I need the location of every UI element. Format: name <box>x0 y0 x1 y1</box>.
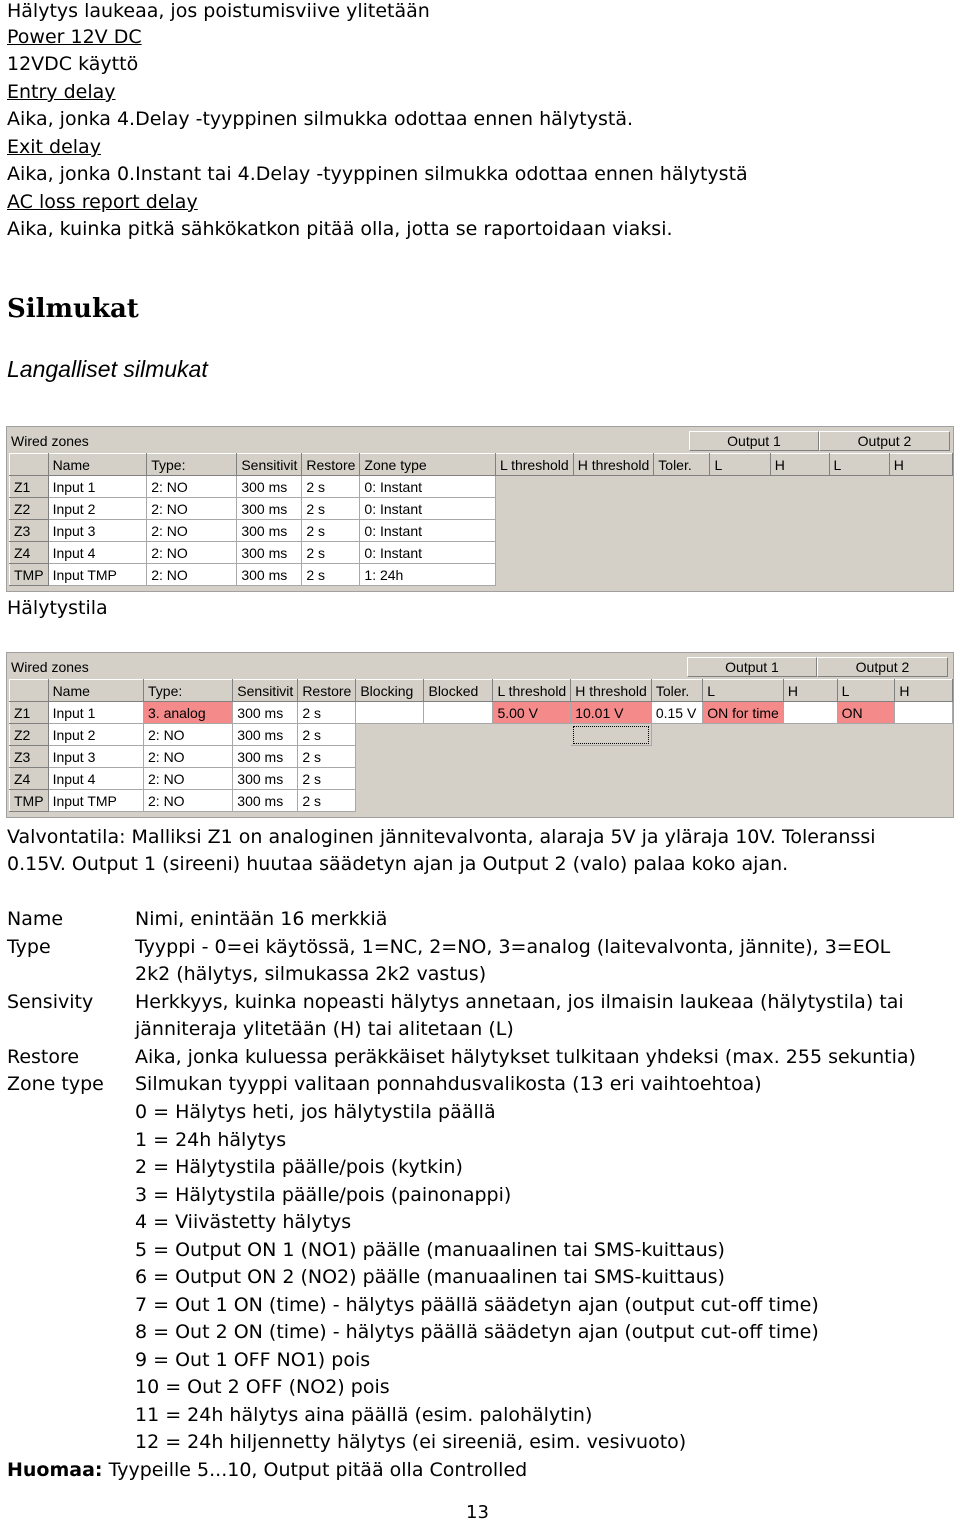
grid-cell[interactable]: Input 1 <box>48 702 143 724</box>
grid-cell[interactable]: Input TMP <box>48 790 143 812</box>
monitoring-line-2: 0.15V. Output 1 (sireeni) huutaa säädetyn ajan ja Output 2 (valo) palaa koko ajan. <box>7 853 789 875</box>
def-desc-type-2: 2k2 (hälytys, silmukassa 2k2 vastus) <box>135 963 487 985</box>
column-header <box>10 454 49 476</box>
row-header: Z3 <box>10 746 49 768</box>
empty-cell <box>654 542 710 564</box>
empty-cell <box>889 476 952 498</box>
grid-cell[interactable]: 0: Instant <box>360 520 496 542</box>
grid-cell[interactable] <box>895 702 953 724</box>
row-header: TMP <box>10 564 49 586</box>
empty-cell <box>829 542 889 564</box>
grid-cell[interactable]: 0: Instant <box>360 542 496 564</box>
window-title: Wired zones <box>11 659 89 675</box>
grid-cell[interactable]: 300 ms <box>233 746 298 768</box>
row-header: Z2 <box>10 498 49 520</box>
zone-type-item: 0 = Hälytys heti, jos hälytystila päällä <box>135 1101 496 1123</box>
monitoring-line-1: Valvontatila: Malliksi Z1 on analoginen jännitevalvonta, alaraja 5V ja yläraja 10V. Toleranssi <box>7 826 876 848</box>
zone-type-item: 10 = Out 2 OFF (NO2) pois <box>135 1376 390 1398</box>
output2-header: Output 2 <box>819 431 950 451</box>
table-row <box>10 542 953 564</box>
empty-cell <box>495 564 573 586</box>
window-title: Wired zones <box>11 433 89 449</box>
empty-cell <box>356 746 424 768</box>
column-header: H <box>895 680 953 702</box>
empty-cell <box>895 724 953 746</box>
row-header: Z1 <box>10 476 49 498</box>
grid-cell[interactable]: 300 ms <box>237 520 302 542</box>
focused-cell[interactable] <box>571 724 652 746</box>
wired-zones-window-2 <box>6 652 954 818</box>
empty-cell <box>495 520 573 542</box>
grid-cell[interactable]: 300 ms <box>237 476 302 498</box>
row-header: TMP <box>10 790 49 812</box>
empty-cell <box>356 724 424 746</box>
grid-cell[interactable]: 2: NO <box>144 768 233 790</box>
empty-cell <box>424 768 493 790</box>
column-header: Name <box>48 680 143 702</box>
empty-cell <box>573 498 654 520</box>
empty-cell <box>573 476 654 498</box>
empty-cell <box>837 746 895 768</box>
empty-cell <box>829 498 889 520</box>
column-header: Sensitivit <box>237 454 302 476</box>
empty-cell <box>895 746 953 768</box>
table-row <box>10 724 953 746</box>
table-row <box>10 746 953 768</box>
grid-cell[interactable]: Input TMP <box>48 564 147 586</box>
empty-cell <box>356 790 424 812</box>
empty-cell <box>703 768 784 790</box>
output1-header: Output 1 <box>689 431 819 451</box>
zone-type-item: 7 = Out 1 ON (time) - hälytys päällä säädetyn ajan (output cut-off time) <box>135 1293 819 1316</box>
empty-cell <box>651 746 702 768</box>
row-header: Z4 <box>10 542 49 564</box>
exit-delay-link[interactable]: Exit delay <box>7 136 101 158</box>
empty-cell <box>829 476 889 498</box>
ac-loss-link[interactable]: AC loss report delay <box>7 191 198 213</box>
column-header: Sensitivit <box>233 680 298 702</box>
empty-cell <box>837 768 895 790</box>
table-row <box>10 564 953 586</box>
column-header: Type: <box>144 680 233 702</box>
empty-cell <box>703 724 784 746</box>
def-term-restore: Restore <box>7 1046 80 1068</box>
grid-cell[interactable]: 2 s <box>302 476 360 498</box>
grid-cell[interactable]: 1: 24h <box>360 564 496 586</box>
grid-cell[interactable]: 2: NO <box>147 498 237 520</box>
grid-cell[interactable]: 300 ms <box>233 768 298 790</box>
intro-line-3: 12VDC käyttö <box>7 53 139 75</box>
zone-type-item: 4 = Viivästetty hälytys <box>135 1211 352 1233</box>
empty-cell <box>493 790 571 812</box>
note-text: Tyypeille 5...10, Output pitää olla Controlled <box>102 1459 528 1481</box>
column-header: L <box>829 454 889 476</box>
note-label: Huomaa: <box>7 1459 103 1481</box>
empty-cell <box>895 790 953 812</box>
alarm-state-caption: Hälytystila <box>7 597 108 619</box>
section-title: Silmukat <box>7 294 139 324</box>
empty-cell <box>424 746 493 768</box>
empty-cell <box>770 564 829 586</box>
def-desc-type-1: Tyyppi - 0=ei käytössä, 1=NC, 2=NO, 3=analog (laitevalvonta, jännite), 3=EOL <box>135 936 891 958</box>
empty-cell <box>895 768 953 790</box>
empty-cell <box>783 768 837 790</box>
table-row <box>10 476 953 498</box>
grid-cell[interactable] <box>783 702 837 724</box>
zone-type-item: 2 = Hälytystila päälle/pois (kytkin) <box>135 1156 463 1178</box>
column-header: Type: <box>147 454 237 476</box>
empty-cell <box>356 768 424 790</box>
table-row <box>10 498 953 520</box>
empty-cell <box>889 520 952 542</box>
intro-line-1: Hälytys laukeaa, jos poistumisviive ylitetään <box>7 0 430 22</box>
column-header: Name <box>48 454 147 476</box>
empty-cell <box>495 476 573 498</box>
column-header: L <box>703 680 784 702</box>
row-header: Z2 <box>10 724 49 746</box>
grid-cell[interactable] <box>424 702 493 724</box>
def-term-zone-type: Zone type <box>7 1073 104 1095</box>
empty-cell <box>495 498 573 520</box>
row-header: Z3 <box>10 520 49 542</box>
grid-cell[interactable]: 300 ms <box>233 724 298 746</box>
grid-cell[interactable]: 300 ms <box>237 498 302 520</box>
power-link[interactable]: Power 12V DC <box>7 26 142 48</box>
table-row <box>10 768 953 790</box>
def-desc-sensivity-1: Herkkyys, kuinka nopeasti hälytys annetaan, jos ilmaisin laukeaa (hälytystila) tai <box>135 991 904 1013</box>
grid-cell[interactable]: 2: NO <box>144 790 233 812</box>
empty-cell <box>710 476 770 498</box>
grid-cell[interactable]: Input 2 <box>48 498 147 520</box>
grid-cell[interactable]: ON <box>837 702 895 724</box>
empty-cell <box>651 768 702 790</box>
grid-cell[interactable]: 2 s <box>298 724 356 746</box>
grid-cell[interactable]: Input 4 <box>48 542 147 564</box>
empty-cell <box>651 724 702 746</box>
grid-cell[interactable]: 300 ms <box>233 790 298 812</box>
empty-cell <box>889 564 952 586</box>
grid-cell[interactable]: 2: NO <box>147 520 237 542</box>
column-header: H threshold <box>571 680 652 702</box>
empty-cell <box>770 542 829 564</box>
column-header: H <box>783 680 837 702</box>
grid-cell[interactable]: 0.15 V <box>651 702 702 724</box>
empty-cell <box>571 768 652 790</box>
empty-cell <box>424 724 493 746</box>
empty-cell <box>654 498 710 520</box>
zone-type-item: 6 = Output ON 2 (NO2) päälle (manuaalinen tai SMS-kuittaus) <box>135 1266 725 1288</box>
def-term-name: Name <box>7 908 64 930</box>
empty-cell <box>783 724 837 746</box>
empty-cell <box>783 790 837 812</box>
empty-cell <box>703 790 784 812</box>
empty-cell <box>654 520 710 542</box>
table-row <box>10 702 953 724</box>
zone-type-item: 3 = Hälytystila päälle/pois (painonappi) <box>135 1183 512 1206</box>
empty-cell <box>424 790 493 812</box>
grid-cell[interactable]: ON for time <box>703 702 784 724</box>
table-row <box>10 790 953 812</box>
empty-cell <box>770 476 829 498</box>
column-header: H <box>770 454 829 476</box>
grid-cell[interactable]: 0: Instant <box>360 498 496 520</box>
grid-cell[interactable]: 0: Instant <box>360 476 496 498</box>
row-header: Z1 <box>10 702 49 724</box>
grid-cell[interactable]: 5.00 V <box>493 702 571 724</box>
empty-cell <box>710 542 770 564</box>
table-row <box>10 520 953 542</box>
empty-cell <box>783 746 837 768</box>
note <box>7 1459 527 1481</box>
grid-cell[interactable]: Input 2 <box>48 724 143 746</box>
empty-cell <box>573 520 654 542</box>
empty-cell <box>571 746 652 768</box>
row-header: Z4 <box>10 768 49 790</box>
zone-type-item: 12 = 24h hiljennetty hälytys (ei sireeniä, esim. vesivuoto) <box>135 1431 687 1453</box>
column-header: L threshold <box>493 680 571 702</box>
grid-cell[interactable]: 3. analog <box>144 702 233 724</box>
empty-cell <box>493 724 571 746</box>
column-header: Blocked <box>424 680 493 702</box>
column-header: Restore <box>298 680 356 702</box>
column-header: H <box>889 454 952 476</box>
def-desc-restore: Aika, jonka kuluessa peräkkäiset hälytykset tulkitaan yhdeksi (max. 255 sekuntia) <box>135 1046 916 1068</box>
grid-cell[interactable]: 2 s <box>298 746 356 768</box>
column-header: L <box>837 680 895 702</box>
grid-cell[interactable]: Input 3 <box>48 746 143 768</box>
column-header: Toler. <box>651 680 702 702</box>
grid-cell[interactable]: 2 s <box>302 564 360 586</box>
grid-cell[interactable]: 2 s <box>298 702 356 724</box>
grid-cell[interactable]: 2 s <box>298 790 356 812</box>
grid-cell[interactable]: 300 ms <box>237 564 302 586</box>
wired-zones-window-1 <box>6 426 954 592</box>
empty-cell <box>889 498 952 520</box>
empty-cell <box>829 520 889 542</box>
grid-cell[interactable]: 300 ms <box>237 542 302 564</box>
column-header: Toler. <box>654 454 710 476</box>
grid-cell[interactable]: 2: NO <box>147 476 237 498</box>
column-header: Restore <box>302 454 360 476</box>
grid-cell[interactable]: Input 4 <box>48 768 143 790</box>
empty-cell <box>837 724 895 746</box>
empty-cell <box>770 520 829 542</box>
empty-cell <box>571 790 652 812</box>
column-header: Zone type <box>360 454 496 476</box>
entry-delay-link[interactable]: Entry delay <box>7 81 116 103</box>
column-header: L threshold <box>495 454 573 476</box>
zone-type-item: 1 = 24h hälytys <box>135 1128 287 1151</box>
grid-cell[interactable]: 2 s <box>302 542 360 564</box>
empty-cell <box>710 564 770 586</box>
def-term-type: Type <box>7 936 51 958</box>
column-header <box>10 680 49 702</box>
empty-cell <box>573 564 654 586</box>
empty-cell <box>495 542 573 564</box>
intro-line-9: Aika, kuinka pitkä sähkökatkon pitää olla, jotta se raportoidaan viaksi. <box>7 218 673 240</box>
grid-cell[interactable]: 2: NO <box>147 564 237 586</box>
page-number: 13 <box>466 1502 489 1523</box>
intro-line-5: Aika, jonka 4.Delay -tyyppinen silmukka odottaa ennen hälytystä. <box>7 108 633 130</box>
empty-cell <box>651 790 702 812</box>
column-header: L <box>710 454 770 476</box>
zones-grid-1 <box>9 453 953 586</box>
zone-type-item: 11 = 24h hälytys aina päällä (esim. palohälytin) <box>135 1403 593 1426</box>
column-header: H threshold <box>573 454 654 476</box>
zone-type-item: 5 = Output ON 1 (NO1) päälle (manuaalinen tai SMS-kuittaus) <box>135 1238 725 1261</box>
zone-type-item: 9 = Out 1 OFF NO1) pois <box>135 1348 371 1371</box>
grid-cell[interactable] <box>356 702 424 724</box>
def-desc-zone-type: Silmukan tyyppi valitaan ponnahdusvalikosta (13 eri vaihtoehtoa) <box>135 1073 762 1095</box>
empty-cell <box>654 564 710 586</box>
intro-line-7: Aika, jonka 0.Instant tai 4.Delay -tyyppinen silmukka odottaa ennen hälytystä <box>7 163 748 185</box>
empty-cell <box>573 542 654 564</box>
grid-cell[interactable]: 300 ms <box>233 702 298 724</box>
grid-cell[interactable]: 2: NO <box>144 724 233 746</box>
empty-cell <box>837 790 895 812</box>
grid-cell[interactable]: 2: NO <box>147 542 237 564</box>
column-header: Blocking <box>356 680 424 702</box>
grid-cell[interactable]: Input 1 <box>48 476 147 498</box>
empty-cell <box>710 498 770 520</box>
zones-grid-2 <box>9 679 953 812</box>
empty-cell <box>493 768 571 790</box>
grid-cell[interactable]: 2: NO <box>144 746 233 768</box>
empty-cell <box>493 746 571 768</box>
header-row <box>10 454 953 476</box>
def-term-sensivity: Sensivity <box>7 991 94 1013</box>
grid-cell[interactable]: 10.01 V <box>571 702 652 724</box>
empty-cell <box>654 476 710 498</box>
empty-cell <box>889 542 952 564</box>
grid-cell[interactable]: Input 3 <box>48 520 147 542</box>
grid-cell[interactable]: 2 s <box>302 498 360 520</box>
grid-cell[interactable]: 2 s <box>298 768 356 790</box>
empty-cell <box>770 498 829 520</box>
def-desc-sensivity-2: jänniteraja ylitetään (H) tai alitetaan (L) <box>135 1018 514 1040</box>
def-desc-name: Nimi, enintään 16 merkkiä <box>135 908 388 930</box>
empty-cell <box>703 746 784 768</box>
empty-cell <box>710 520 770 542</box>
subheading: Langalliset silmukat <box>7 356 208 382</box>
output2-header: Output 2 <box>817 657 948 677</box>
grid-cell[interactable]: 2 s <box>302 520 360 542</box>
empty-cell <box>829 564 889 586</box>
zone-type-item: 8 = Out 2 ON (time) - hälytys päällä säädetyn ajan (output cut-off time) <box>135 1321 819 1343</box>
header-row <box>10 680 953 702</box>
output1-header: Output 1 <box>687 657 817 677</box>
